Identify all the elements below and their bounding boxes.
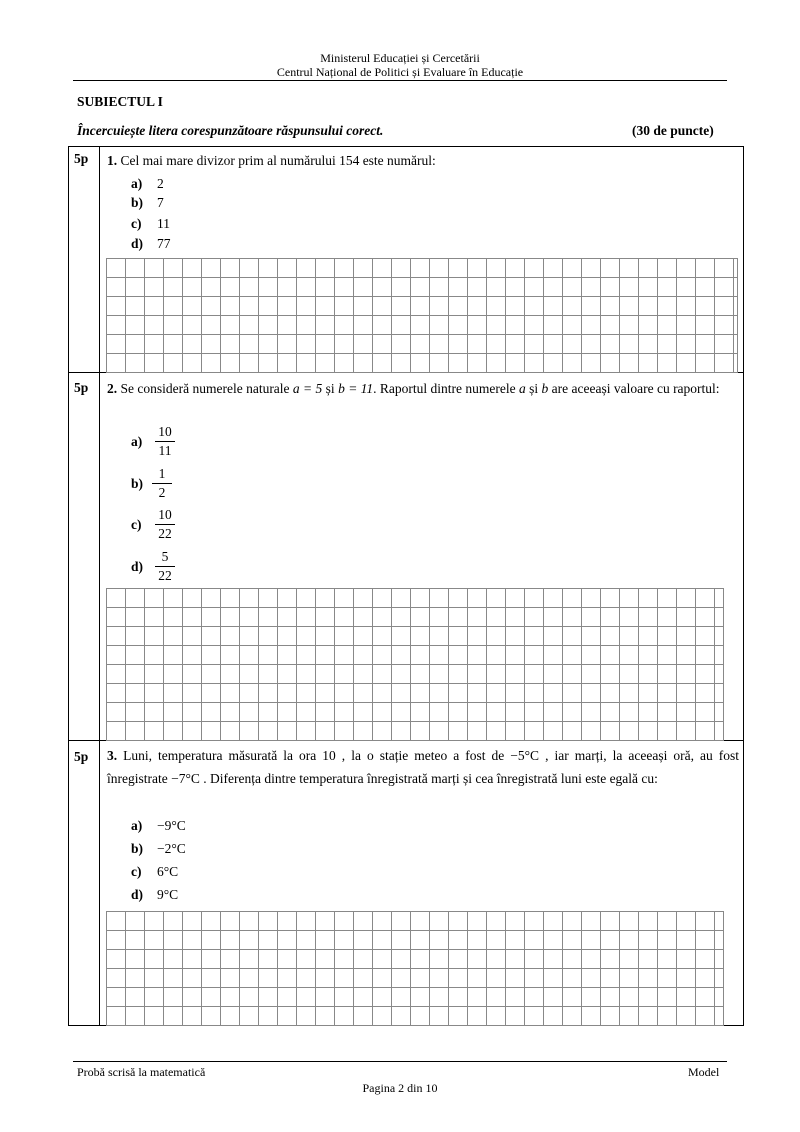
option-label: d) bbox=[131, 236, 144, 251]
question-3-number: 3. bbox=[107, 748, 118, 763]
question-1-text bbox=[107, 149, 739, 172]
option-label: b) bbox=[131, 841, 144, 856]
option-label: a) bbox=[131, 176, 143, 191]
question-1-number: 1. bbox=[107, 153, 118, 168]
question-2-option-b-fraction bbox=[152, 466, 172, 501]
question-1-option-c[interactable] bbox=[131, 215, 170, 233]
question-2-option-d-label[interactable] bbox=[131, 558, 157, 576]
fraction-denominator: 22 bbox=[158, 526, 172, 541]
option-label: c) bbox=[131, 517, 142, 532]
question-2-a-var: a bbox=[519, 381, 526, 396]
question-2-work-grid[interactable] bbox=[106, 588, 724, 741]
question-1-option-b[interactable] bbox=[131, 194, 164, 212]
header-ministry: Ministerul Educației și Cercetării bbox=[320, 51, 480, 65]
option-value: 6°C bbox=[157, 864, 179, 879]
fraction-numerator: 1 bbox=[158, 466, 166, 481]
option-label: c) bbox=[131, 216, 142, 231]
question-2-and2: și bbox=[529, 381, 539, 396]
option-value: −2°C bbox=[157, 841, 186, 856]
fraction-bar bbox=[155, 441, 175, 442]
fraction-denominator: 11 bbox=[158, 443, 172, 458]
option-label: b) bbox=[131, 476, 144, 491]
question-2-option-a-label[interactable] bbox=[131, 433, 157, 451]
page-number: Pagina 2 din 10 bbox=[362, 1081, 438, 1095]
option-value: 77 bbox=[157, 236, 171, 251]
section-points: (30 de puncte) bbox=[632, 123, 714, 138]
question-2-option-d-fraction bbox=[155, 549, 175, 584]
question-1-statement: Cel mai mare divizor prim al numărului 154 este numărul: bbox=[120, 153, 436, 168]
footer-subject: Probă scrisă la matematică bbox=[77, 1065, 206, 1079]
option-value: −9°C bbox=[157, 818, 186, 833]
question-3-option-a[interactable] bbox=[131, 817, 186, 835]
question-1-work-grid[interactable] bbox=[106, 258, 738, 373]
header-center: Centrul Național de Politici și Evaluare în Educație bbox=[276, 65, 524, 79]
question-2-b-expr: b = 11 bbox=[338, 381, 374, 396]
fraction-numerator: 10 bbox=[158, 424, 172, 439]
question-3-statement: Luni, temperatura măsurată la ora 10 , la o stație meteo a fost de −5°C , iar marți, la aceeași oră, au fost înregistrate −7°C . Diferența dintre temperatura înregistrată marți și cea înregistrată luni este egală cu: bbox=[107, 748, 739, 786]
question-2-b-var: b bbox=[541, 381, 549, 396]
question-2-text-part1: Se consideră numerele naturale bbox=[120, 381, 290, 396]
question-3-text bbox=[107, 744, 739, 790]
section-instruction: Încercuiește litera corespunzătoare răspunsului corect. bbox=[77, 123, 384, 138]
option-label: b) bbox=[131, 195, 144, 210]
question-1-option-a[interactable] bbox=[131, 175, 164, 193]
option-value: 9°C bbox=[157, 887, 179, 902]
question-2-text-part3: are aceeași valoare cu raportul: bbox=[551, 381, 720, 396]
question-3-work-grid[interactable] bbox=[106, 911, 724, 1026]
question-2-number: 2. bbox=[107, 381, 118, 396]
option-label: c) bbox=[131, 864, 142, 879]
section-title: SUBIECTUL I bbox=[77, 94, 163, 109]
question-3-option-b[interactable] bbox=[131, 840, 186, 858]
fraction-denominator: 2 bbox=[158, 485, 166, 500]
option-label: a) bbox=[131, 818, 143, 833]
option-label: d) bbox=[131, 559, 144, 574]
fraction-numerator: 10 bbox=[158, 507, 172, 522]
question-2-a-expr: a = 5 bbox=[292, 381, 323, 396]
option-value: 11 bbox=[157, 216, 170, 231]
question-2-text-part2: . Raportul dintre numerele bbox=[373, 381, 516, 396]
option-label: a) bbox=[131, 434, 143, 449]
header-rule bbox=[73, 80, 727, 81]
question-2-option-c-label[interactable] bbox=[131, 516, 157, 534]
fraction-bar bbox=[152, 483, 172, 484]
question-3-option-d[interactable] bbox=[131, 886, 178, 904]
question-3-points: 5p bbox=[74, 749, 89, 764]
question-1-points: 5p bbox=[74, 151, 89, 166]
question-2-option-c-fraction bbox=[155, 507, 175, 542]
question-3-option-c[interactable] bbox=[131, 863, 178, 881]
footer-rule bbox=[73, 1061, 727, 1062]
question-2-points: 5p bbox=[74, 380, 89, 395]
points-column-divider bbox=[99, 146, 100, 1026]
fraction-bar bbox=[155, 566, 175, 567]
question-1-option-d[interactable] bbox=[131, 235, 171, 253]
fraction-bar bbox=[155, 524, 175, 525]
fraction-numerator: 5 bbox=[161, 549, 169, 564]
question-2-and1: și bbox=[325, 381, 335, 396]
fraction-denominator: 22 bbox=[158, 568, 172, 583]
option-label: d) bbox=[131, 887, 144, 902]
question-2-text bbox=[107, 377, 739, 400]
option-value: 2 bbox=[157, 176, 164, 191]
footer-model: Model bbox=[688, 1065, 720, 1079]
question-2-option-a-fraction bbox=[155, 424, 175, 459]
option-value: 7 bbox=[157, 195, 164, 210]
